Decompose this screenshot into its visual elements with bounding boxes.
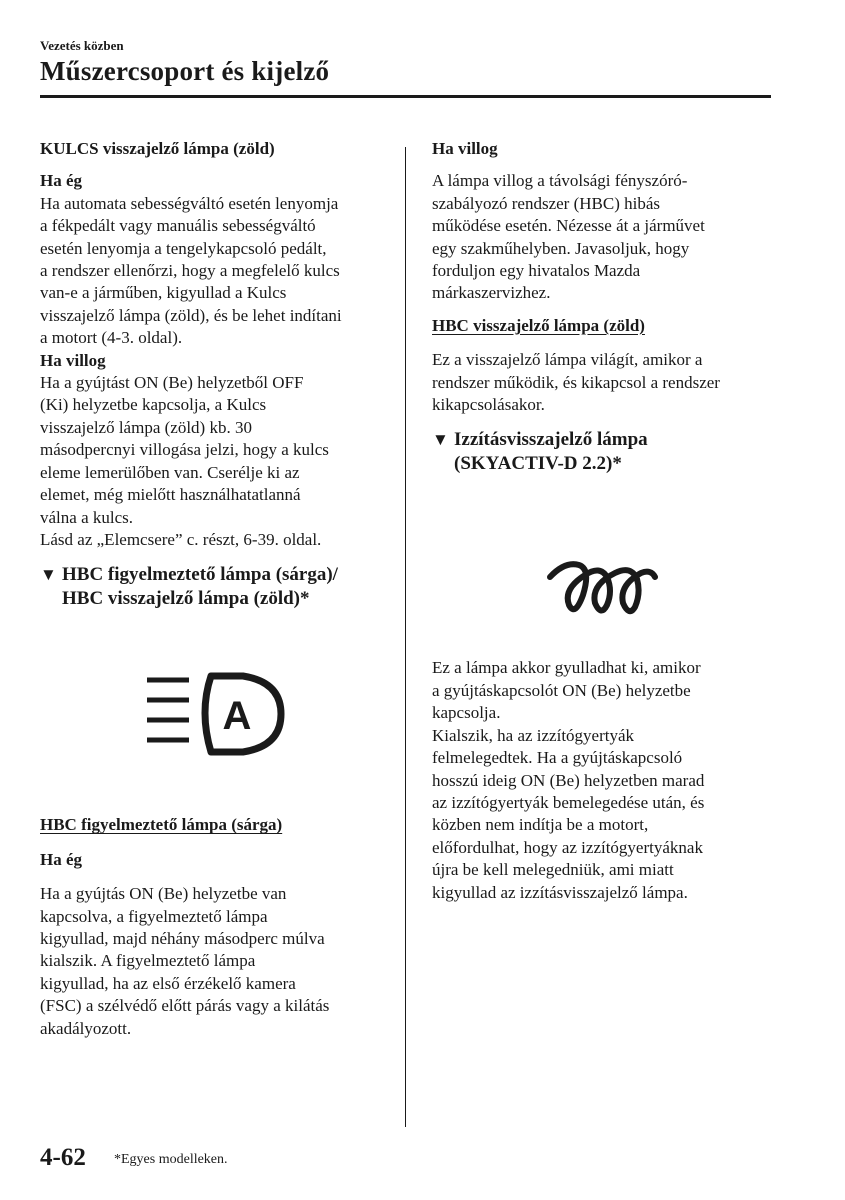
- text-line: Ha a gyújtás ON (Be) helyzetbe van: [40, 884, 287, 904]
- text-line: Ez a visszajelző lámpa világít, amikor a: [432, 350, 703, 370]
- text-line: kigyullad az izzításvisszajelző lámpa.: [432, 882, 688, 902]
- text-line: szabályozó rendszer (HBC) hibás: [432, 193, 661, 213]
- text-line: (FSC) a szélvédő előtt párás vagy a kilátás: [40, 996, 330, 1016]
- ha-eg-subheading: Ha ég: [40, 849, 83, 869]
- text-line: márkaszervizhez.: [432, 283, 551, 303]
- text-line: közben nem indítja be a motort,: [432, 815, 649, 835]
- text-line: van-e a járműben, kigyullad a Kulcs: [40, 283, 287, 303]
- kulcs-flash-paragraph: [40, 372, 390, 551]
- text-line: kapcsolva, a figyelmeztető lámpa: [40, 906, 268, 926]
- text-line: A lámpa villog a távolsági fényszóró-: [432, 171, 688, 191]
- hbc-indicator-paragraph: [432, 349, 777, 416]
- text-line: Ha automata sebességváltó esetén lenyomja: [40, 193, 339, 213]
- hbc-section-heading: [40, 563, 390, 611]
- ha-villog-subheading: Ha villog: [432, 139, 498, 158]
- hbc-indicator-heading: HBC visszajelző lámpa (zöld): [432, 315, 645, 335]
- text-line: (Ki) helyzetbe kapcsolja, a Kulcs: [40, 395, 267, 415]
- heading-line: (SKYACTIV-D 2.2)*: [454, 453, 622, 475]
- glow-section-heading: [432, 428, 777, 476]
- heading-line: Izzításvisszajelző lámpa: [454, 429, 648, 451]
- text-line: Kialszik, ha az izzítógyertyák: [432, 725, 635, 745]
- text-line: előfordulhat, hogy az izzítógyertyáknak: [432, 837, 703, 857]
- triangle-bullet-icon: ▼: [432, 430, 449, 450]
- ha-villog-subheading: Ha villog: [40, 350, 106, 370]
- page-title: Műszercsoport és kijelző: [40, 56, 330, 86]
- text-line: Lásd az „Elemcsere” c. részt, 6-39. oldal.: [40, 529, 322, 549]
- glow-paragraph: [432, 657, 777, 903]
- text-line: a gyújtáskapcsolót ON (Be) helyzetbe: [432, 680, 691, 700]
- text-line: esetén lenyomja a tengelykapcsoló pedált,: [40, 238, 327, 258]
- text-line: forduljon egy hivatalos Mazda: [432, 261, 641, 281]
- triangle-bullet-icon: ▼: [40, 565, 57, 585]
- text-line: elemet, még mielőtt használhatatlanná: [40, 485, 301, 505]
- text-line: visszajelző lámpa (zöld) kb. 30: [40, 417, 252, 437]
- hbc-warning-heading: HBC figyelmeztető lámpa (sárga): [40, 815, 283, 835]
- text-line: másodpercnyi villogása jelzi, hogy a kulcs: [40, 440, 329, 460]
- headlight-auto-icon: [145, 668, 285, 760]
- text-line: hosszú ideig ON (Be) helyzetben marad: [432, 770, 705, 790]
- text-line: rendszer működik, és kikapcsol a rendszer: [432, 372, 720, 392]
- text-line: válna a kulcs.: [40, 507, 133, 527]
- section-label: Vezetés közben: [40, 38, 124, 53]
- text-line: az izzítógyertyák bemelegedése után, és: [432, 792, 705, 812]
- text-line: visszajelző lámpa (zöld), és be lehet indítani: [40, 305, 342, 325]
- text-line: kikapcsolásakor.: [432, 395, 545, 415]
- text-line: a rendszer ellenőrzi, hogy a megfelelő kulcs: [40, 261, 340, 281]
- text-line: felmelegedtek. Ha a gyújtáskapcsoló: [432, 748, 683, 768]
- text-line: eleme lemerülőben van. Cserélje ki az: [40, 462, 300, 482]
- text-line: kigyullad, majd néhány másodperc múlva: [40, 928, 325, 948]
- kulcs-heading: KULCS visszajelző lámpa (zöld): [40, 139, 275, 158]
- ha-eg-subheading: Ha ég: [40, 171, 83, 191]
- text-line: újra be kell melegedniük, ami miatt: [432, 860, 674, 880]
- text-line: kapcsolja.: [432, 703, 501, 723]
- hbc-warning-paragraph: [40, 883, 390, 1040]
- text-line: egy szakműhelyben. Javasoljuk, hogy: [432, 238, 690, 258]
- svg-text:A: A: [222, 694, 252, 738]
- text-line: a fékpedált vagy manuális sebességváltó: [40, 216, 316, 236]
- title-rule: [40, 95, 771, 98]
- text-line: Ez a lámpa akkor gyulladhat ki, amikor: [432, 658, 701, 678]
- glow-plug-icon: [545, 555, 660, 620]
- heading-line: HBC visszajelző lámpa (zöld)*: [62, 588, 310, 610]
- text-line: Ha a gyújtást ON (Be) helyzetből OFF: [40, 373, 304, 393]
- text-line: a motort (4-3. oldal).: [40, 328, 183, 348]
- heading-line: HBC figyelmeztető lámpa (sárga)/: [62, 564, 338, 586]
- column-divider: [405, 147, 406, 1127]
- left-column: [40, 138, 390, 1040]
- text-line: működése esetén. Nézesse át a járművet: [432, 216, 705, 236]
- text-line: akadályozott.: [40, 1018, 132, 1038]
- right-column: [432, 138, 777, 904]
- footnote: *Egyes modelleken.: [114, 1152, 228, 1167]
- text-line: kialszik. A figyelmeztető lámpa: [40, 951, 256, 971]
- page-number: 4-62: [40, 1144, 86, 1171]
- text-line: kigyullad, ha az első érzékelő kamera: [40, 973, 296, 993]
- hbc-flash-paragraph: [432, 170, 777, 304]
- kulcs-on-paragraph: [40, 193, 390, 350]
